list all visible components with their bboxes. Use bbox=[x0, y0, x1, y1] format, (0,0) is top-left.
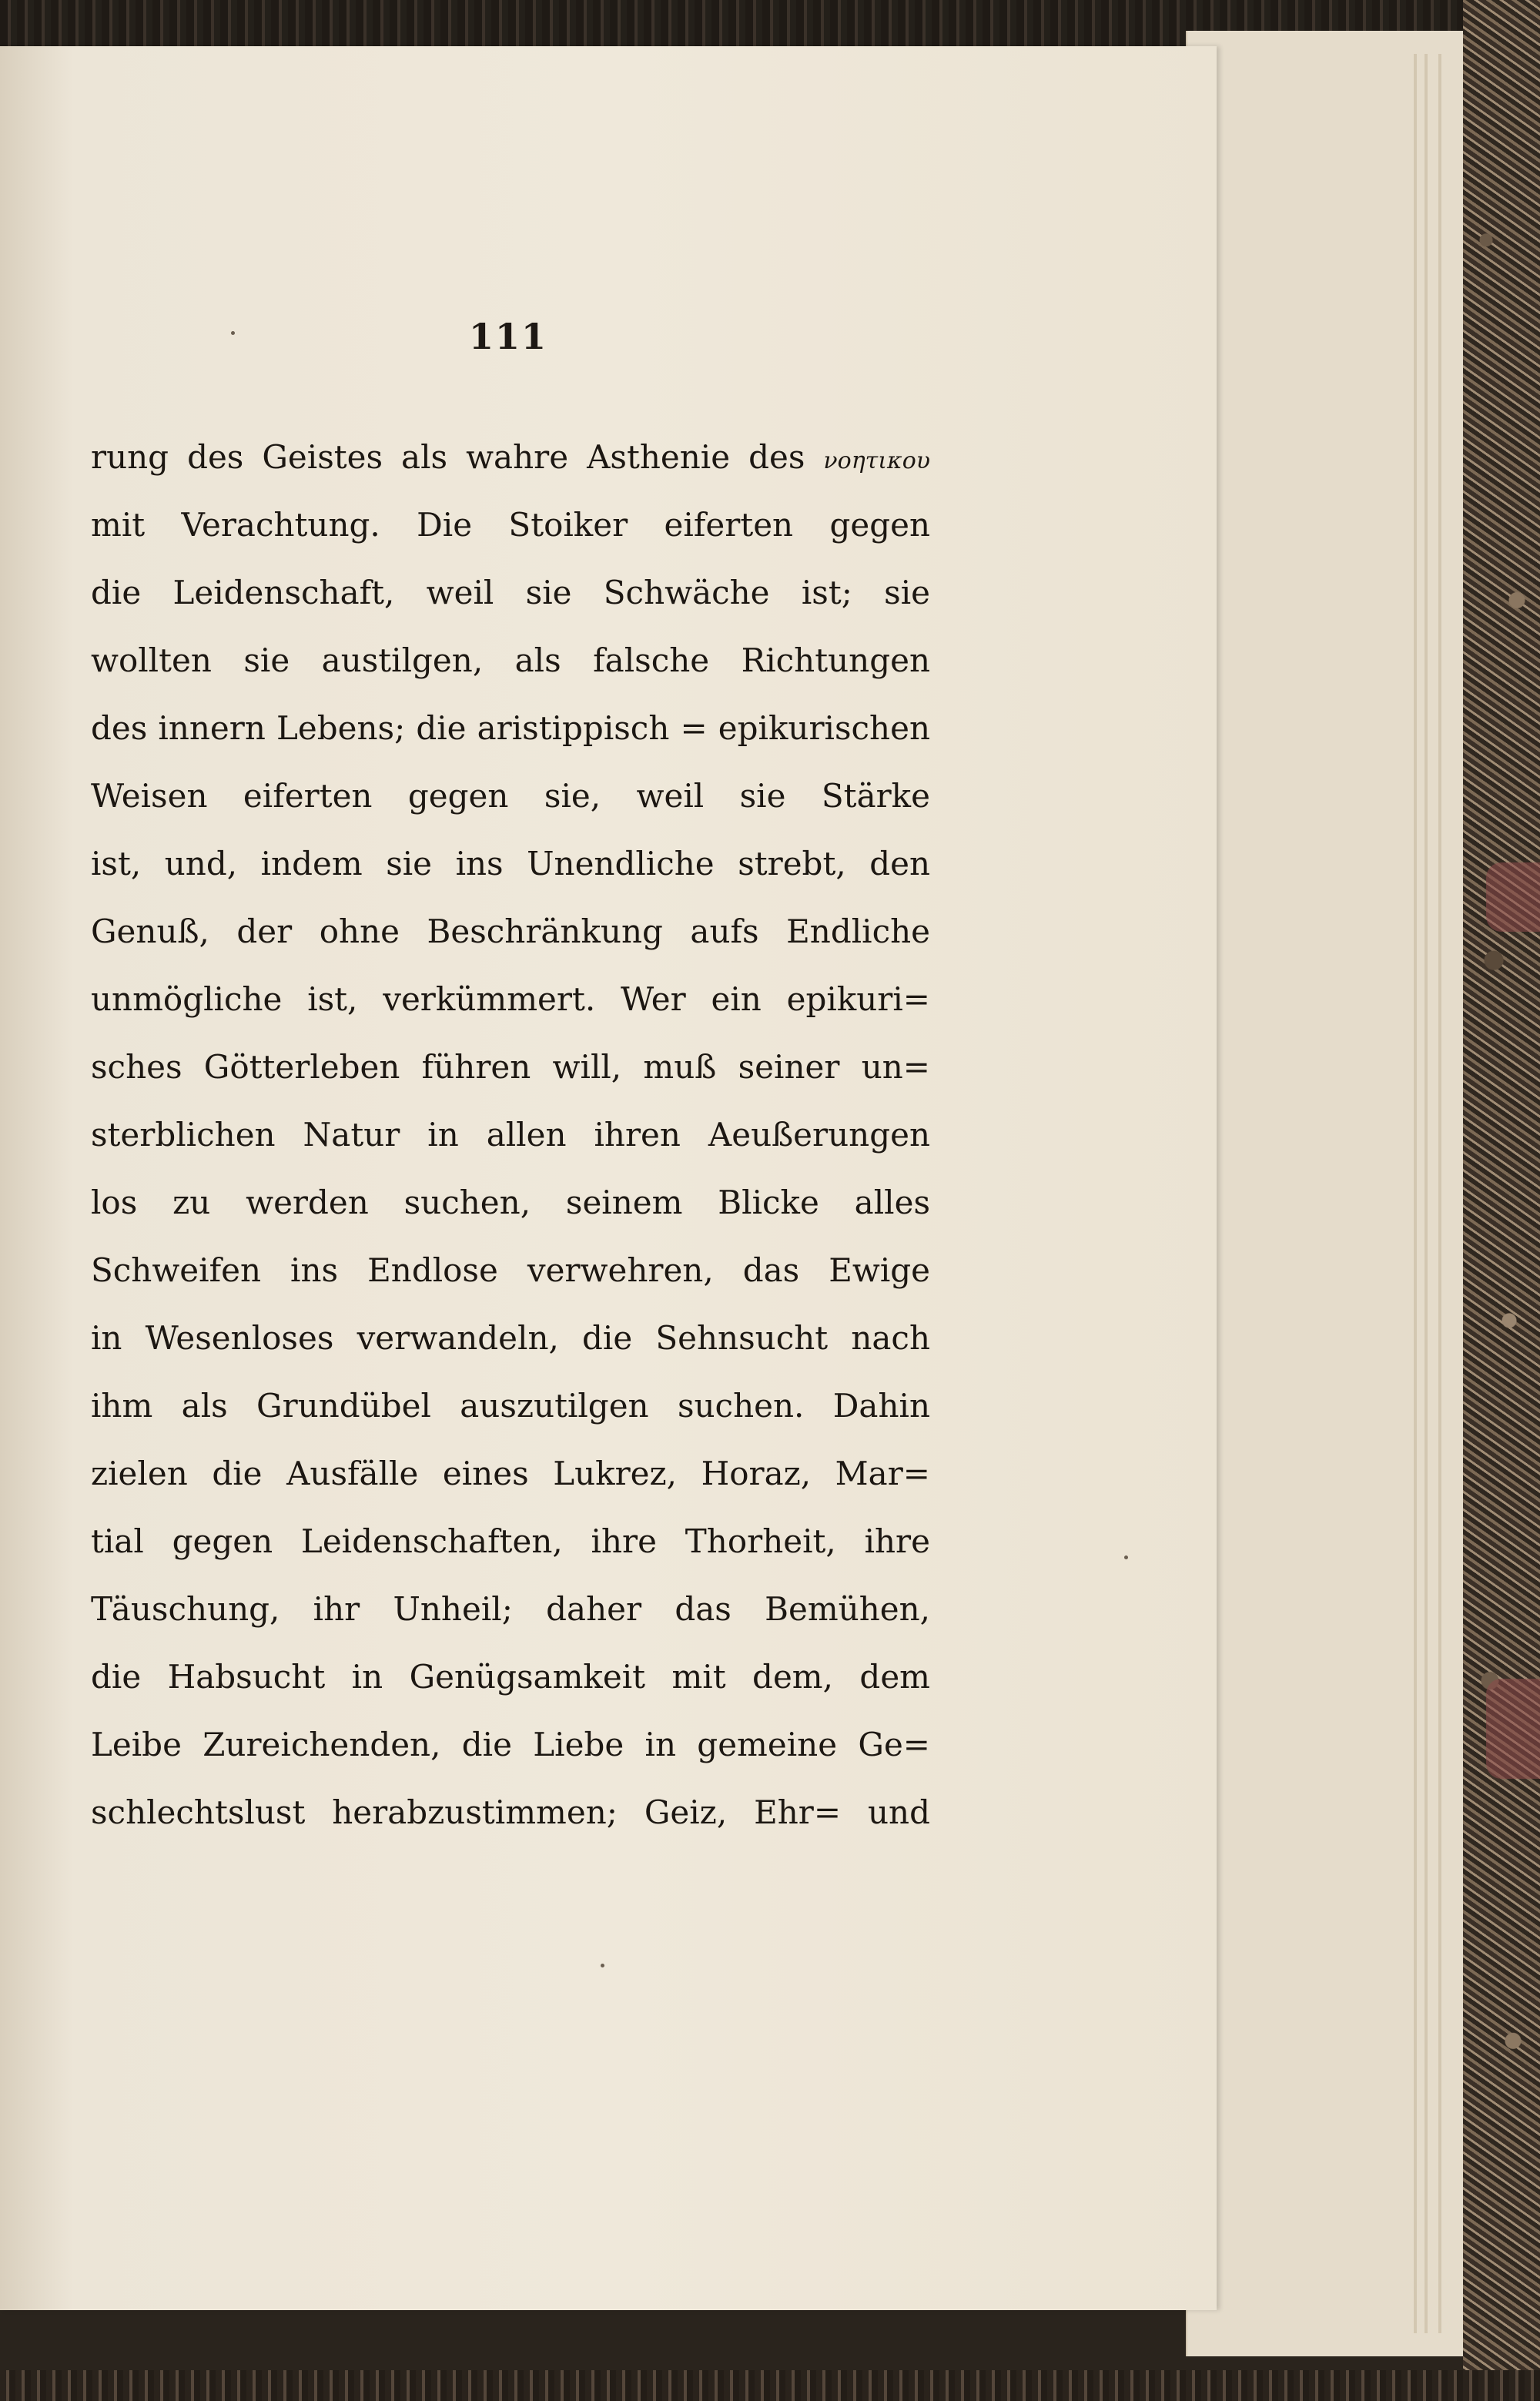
paper-speck bbox=[231, 331, 235, 335]
text-line bbox=[91, 1237, 930, 1304]
page-edge bbox=[1424, 54, 1428, 2333]
line-text: tial gegen Leidenschaften, ihre Thorheit, ihre bbox=[91, 1522, 930, 1560]
line-text: ist, und, indem sie ins Unendliche strebt, den bbox=[91, 845, 930, 882]
text-line bbox=[91, 424, 930, 491]
greek-word: νοητικου bbox=[823, 447, 930, 474]
text-line bbox=[91, 1440, 930, 1508]
text-line bbox=[91, 1576, 930, 1643]
text-line bbox=[91, 1643, 930, 1711]
text-line bbox=[91, 966, 930, 1033]
line-text: sterblichen Natur in allen ihren Aeußerungen bbox=[91, 1116, 930, 1154]
page-edge bbox=[1438, 54, 1441, 2333]
page-edge bbox=[1414, 54, 1417, 2333]
text-line bbox=[91, 1508, 930, 1576]
line-text: unmögliche ist, verkümmert. Wer ein epikuri= bbox=[91, 980, 930, 1018]
paper-speck bbox=[1124, 1555, 1128, 1559]
underlying-pages bbox=[1186, 31, 1465, 2356]
cover-stain bbox=[1486, 862, 1540, 932]
text-line bbox=[91, 1779, 930, 1847]
text-line bbox=[91, 491, 930, 559]
cover-stain bbox=[1486, 1679, 1540, 1779]
line-text: in Wesenloses verwandeln, die Sehnsucht nach bbox=[91, 1319, 930, 1357]
book-page bbox=[0, 46, 1217, 2310]
text-line bbox=[91, 1101, 930, 1169]
text-line bbox=[91, 1169, 930, 1237]
line-text: los zu werden suchen, seinem Blicke alles bbox=[91, 1184, 930, 1221]
line-text: mit Verachtung. Die Stoiker eiferten gegen bbox=[91, 506, 930, 544]
body-text bbox=[91, 424, 930, 1847]
text-line bbox=[91, 559, 930, 627]
line-text: ihm als Grundübel auszutilgen suchen. Dahin bbox=[91, 1387, 930, 1425]
line-text: Täuschung, ihr Unheil; daher das Bemühen, bbox=[91, 1590, 930, 1628]
line-text: schlechtslust herabzustimmen; Geiz, Ehr= und bbox=[91, 1793, 930, 1831]
line-text: rung des Geistes als wahre Asthenie des bbox=[91, 438, 824, 476]
line-text: Weisen eiferten gegen sie, weil sie Stärke bbox=[91, 777, 930, 815]
line-text: die Habsucht in Genügsamkeit mit dem, dem bbox=[91, 1658, 930, 1696]
text-line bbox=[91, 1033, 930, 1101]
text-line bbox=[91, 1711, 930, 1779]
text-line bbox=[91, 830, 930, 898]
line-text: Genuß, der ohne Beschränkung aufs Endliche bbox=[91, 913, 930, 950]
text-line bbox=[91, 695, 930, 762]
text-line bbox=[91, 762, 930, 830]
line-text: wollten sie austilgen, als falsche Richtungen bbox=[91, 641, 930, 679]
text-line bbox=[91, 898, 930, 966]
line-text: zielen die Ausfälle eines Lukrez, Horaz, Mar= bbox=[91, 1455, 930, 1492]
page-number: 111 bbox=[468, 316, 548, 357]
text-line bbox=[91, 1372, 930, 1440]
book-cover-bottom-edge bbox=[0, 2370, 1540, 2401]
marbled-cover bbox=[1463, 0, 1540, 2401]
text-line bbox=[91, 1304, 930, 1372]
line-text: des innern Lebens; die aristippisch = epikurischen bbox=[91, 709, 930, 747]
line-text: die Leidenschaft, weil sie Schwäche ist; sie bbox=[91, 574, 930, 611]
text-line bbox=[91, 627, 930, 695]
paper-speck bbox=[601, 1964, 604, 1967]
line-text: sches Götterleben führen will, muß seiner un= bbox=[91, 1048, 930, 1086]
line-text: Leibe Zureichenden, die Liebe in gemeine Ge= bbox=[91, 1726, 930, 1763]
line-text: Schweifen ins Endlose verwehren, das Ewige bbox=[91, 1251, 930, 1289]
